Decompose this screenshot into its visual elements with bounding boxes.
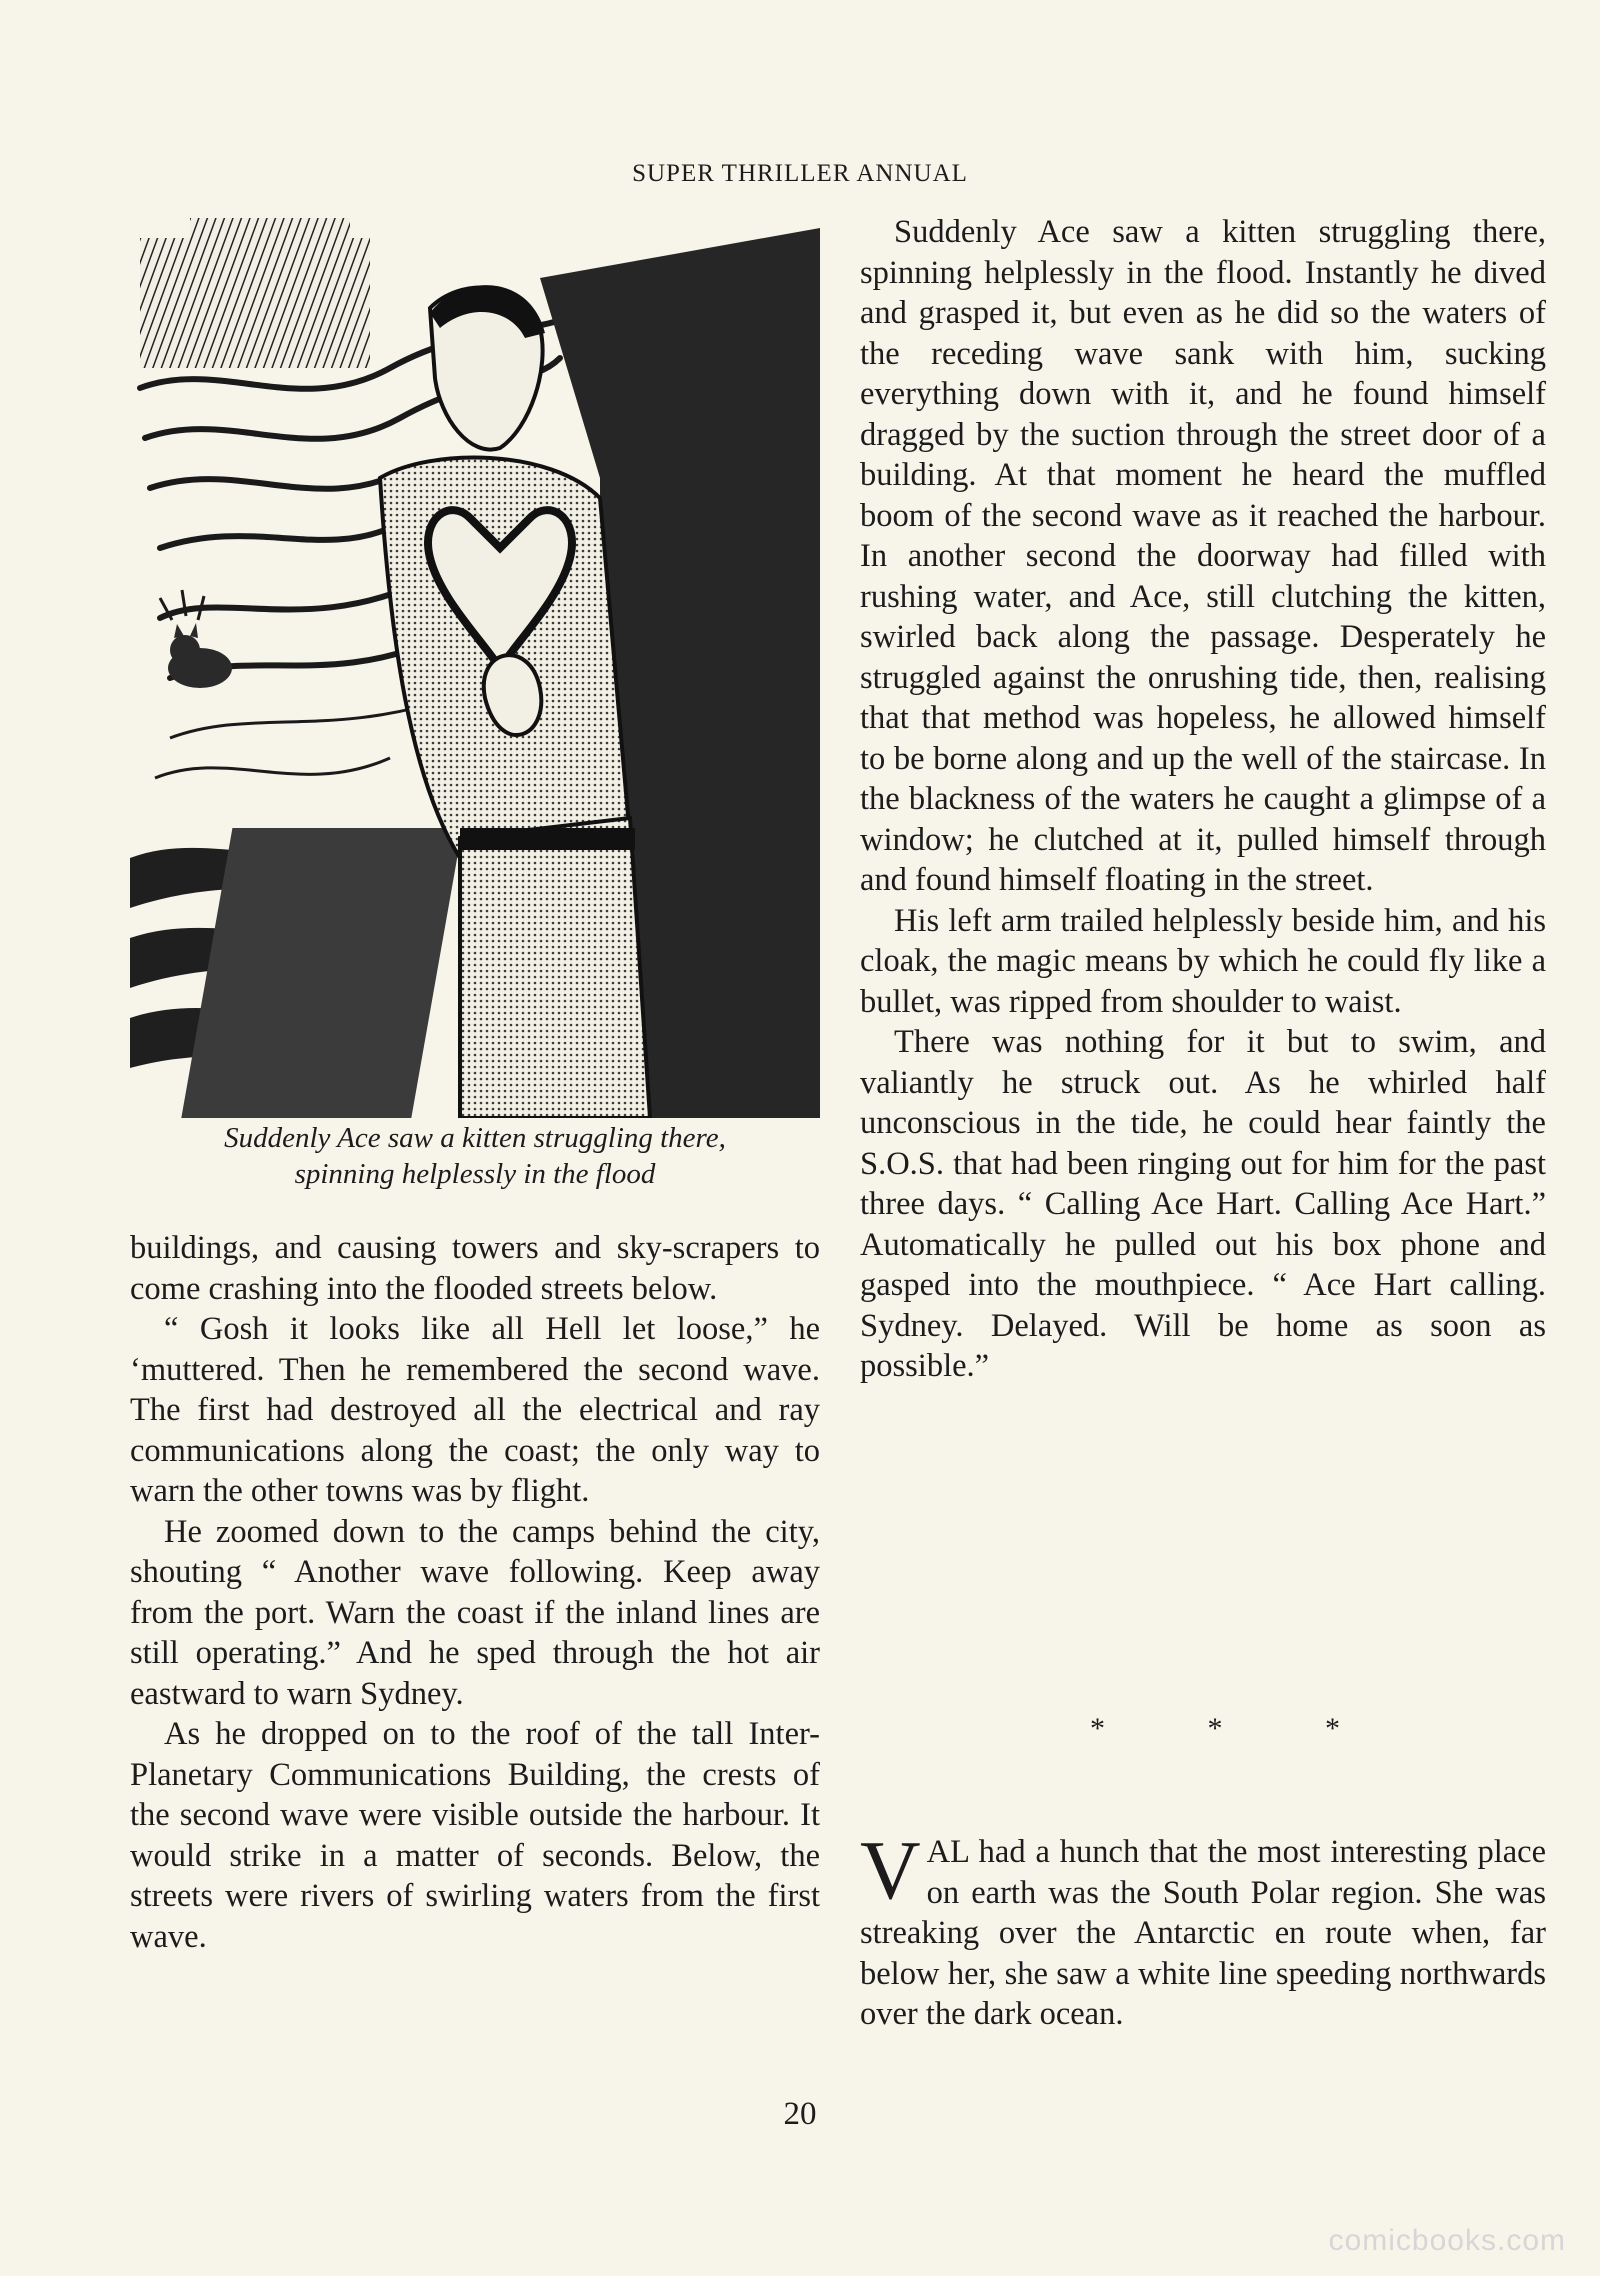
val-section <box>860 1824 1546 2035</box>
caption-line-1: Suddenly Ace saw a kitten struggling there, <box>224 1122 726 1154</box>
drop-cap: V <box>860 1824 921 1917</box>
right-column <box>860 212 1546 1387</box>
running-head: SUPER THRILLER ANNUAL <box>632 160 968 187</box>
caption-line-2: spinning helplessly in the flood <box>294 1158 656 1190</box>
section-separator <box>1090 1712 1340 1746</box>
paragraph: He zoomed down to the camps behind the city, shouting “ Another wave following. Keep away from the port. Warn the coast if the inland lines are still operating.” And he sped through the hot air eastward to warn Sydney. <box>130 1513 820 1712</box>
ace-figure <box>380 228 820 1118</box>
illustration-ace-and-kitten <box>130 218 820 1118</box>
paragraph: buildings, and causing towers and sky-scrapers to come crashing into the flooded streets below. <box>130 1230 820 1307</box>
paragraph: As he dropped on to the roof of the tall Inter-Planetary Communications Building, the crests of the second wave were visible outside the harbour. It would strike in a matter of seconds. Below, the streets were rivers of swirling waters from the first wave. <box>130 1716 820 1955</box>
watermark: comicbooks.com <box>1328 2224 1566 2257</box>
val-section-text: AL had a hunch that the most interesting place on earth was the South Polar region. She was streaking over the Antarctic en route when, far below her, she saw a white line speeding northwards over the dark ocean. <box>860 1834 1546 2032</box>
paragraph: His left arm trailed helplessly beside him, and his cloak, the magic means by which he could fly like a bullet, was ripped from shoulder to waist. <box>860 902 1546 1020</box>
paragraph: “ Gosh it looks like all Hell let loose,” he ‘muttered. Then he remembered the second wave. The first had destroyed all the electrical and ray communications along the coast; the only way to warn the other towns was by flight. <box>130 1311 820 1509</box>
separator-star: * <box>1325 1712 1340 1745</box>
separator-star: * <box>1207 1712 1223 1745</box>
illustration-caption <box>130 1120 820 1192</box>
separator-star: * <box>1090 1712 1105 1745</box>
paragraph: There was nothing for it but to swim, and valiantly he struck out. As he whirled half unconscious in the tide, he could hear faintly the S.O.S. that had been ringing out for him for the past three days. “ Calling Ace Hart. Calling Ace Hart.” Automatically he pulled out his box phone and gasped into the mouthpiece. “ Ace Hart calling. Sydney. Delayed. Will be home as soon as possible.” <box>860 1024 1546 1384</box>
page-number: 20 <box>783 2096 817 2132</box>
paragraph <box>860 1824 1546 2035</box>
left-column <box>130 1228 820 1957</box>
paragraph: Suddenly Ace saw a kitten struggling there, spinning helplessly in the flood. Instantly he dived and grasped it, but even as he did so the waters of the receding wave sank with him, sucking everything down with it, and he found himself dragged by the suction through the street door of a building. At that moment he heard the muffled boom of the second wave as it reached the harbour. In another second the doorway had filled with rushing water, and Ace, still clutching the kitten, swirled back along the passage. Desperately he struggled against the onrushing tide, then, realising that that method was hopeless, he allowed himself to be borne along and up the well of the staircase. In the blackness of the waters he caught a glimpse of a window; he clutched at it, pulled himself through and found himself floating in the street. <box>860 214 1546 898</box>
